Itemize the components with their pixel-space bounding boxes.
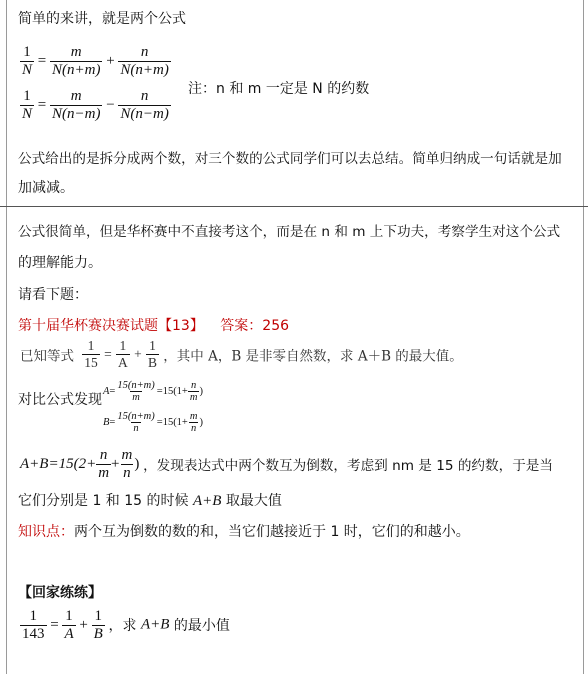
compare-label: 对比公式发现 <box>18 392 102 408</box>
formula-1 <box>20 44 171 79</box>
conclusion-post: 取最大值 <box>225 493 282 509</box>
denominator: A <box>118 355 128 370</box>
close-paren: ) <box>199 386 203 397</box>
numerator: m <box>70 88 82 104</box>
paragraph-line-2: 加减减。 <box>18 180 74 196</box>
homework-problem <box>20 608 230 643</box>
intro-text: 简单的来讲，就是两个公式 <box>18 11 186 27</box>
plus-sign: + <box>79 617 88 633</box>
formula-a-rhs: 15(1+ <box>162 386 188 397</box>
numerator: n <box>99 447 108 463</box>
problem-fraction-a <box>116 338 130 371</box>
formula-1-term-1 <box>50 44 102 79</box>
close-paren: ) <box>134 456 140 472</box>
problem-statement <box>20 338 463 371</box>
denominator: B <box>93 626 103 642</box>
formula-b-inner-fraction <box>188 411 200 434</box>
page-edge-left <box>6 0 7 674</box>
homework-title: 【回家练练】 <box>18 585 102 601</box>
problem-fraction-15 <box>82 338 100 371</box>
numerator: m <box>121 447 133 463</box>
denominator: n <box>123 465 131 481</box>
homework-text-post: 的最小值 <box>173 617 230 634</box>
numerator: 1 <box>23 44 31 60</box>
homework-fraction-b <box>92 608 105 643</box>
homework-fraction-a <box>62 608 75 643</box>
problem-source: 第十届华杯赛决赛试题【13】 <box>18 318 204 334</box>
conclusion-line <box>18 490 282 510</box>
denominator: N(n−m) <box>51 106 101 122</box>
equals-sign: = <box>104 346 112 362</box>
problem-fraction-b <box>146 338 159 371</box>
denominator: n <box>191 423 197 434</box>
numerator: 1 <box>29 608 37 624</box>
formula-1-term-2 <box>118 44 170 79</box>
formula-b-fraction <box>115 411 156 434</box>
sum-explanation: ，发现表达式中两个数互为倒数，考虑到 nm 是 15 的约数，于是当 <box>143 457 553 474</box>
sum-formula-line <box>20 447 553 482</box>
homework-fraction-143 <box>20 608 47 643</box>
numerator: n <box>140 88 149 104</box>
knowledge-point <box>18 521 470 541</box>
denominator: 143 <box>22 626 45 642</box>
equals-sign: = <box>37 96 47 113</box>
denominator: N(n+m) <box>51 62 101 78</box>
formula-2 <box>20 88 171 123</box>
numerator: 1 <box>87 338 95 353</box>
numerator: 1 <box>65 608 73 624</box>
operator: + <box>106 52 115 69</box>
problem-prefix: 已知等式 <box>20 348 74 365</box>
denominator: m <box>98 465 110 481</box>
formula-b-rhs: 15(1+ <box>162 417 188 428</box>
denominator: n <box>133 423 139 434</box>
conclusion-pre: 它们分别是 1 和 15 的时候 <box>18 493 189 509</box>
formula-2-term-1 <box>50 88 102 123</box>
page-break <box>0 206 588 207</box>
homework-text-pre: ，求 <box>108 617 137 634</box>
sum-fraction-2 <box>120 447 135 482</box>
numerator: 1 <box>149 338 156 353</box>
denominator: A <box>64 626 74 642</box>
problem-suffix: ，其中 A，B 是非零自然数，求 A＋B 的最大值。 <box>163 348 463 365</box>
denominator: m <box>189 392 198 403</box>
page-edge-right <box>583 0 584 674</box>
sum-lhs: A+B=15(2+ <box>20 456 97 472</box>
paragraph-line-1: 公式给出的是拆分成两个数，对三个数的公式同学们可以去总结。简单归纳成一句话就是加 <box>18 151 562 167</box>
operator: − <box>106 96 115 113</box>
numerator: n <box>191 380 197 391</box>
denominator: N <box>22 106 33 122</box>
numerator: m <box>189 411 198 422</box>
denominator: N(n−m) <box>120 106 169 122</box>
equals-sign: = <box>109 386 116 397</box>
homework-formula <box>20 608 109 642</box>
denominator: m <box>132 392 140 403</box>
numerator: 15(n+m) <box>117 380 155 391</box>
formula-b <box>103 411 203 434</box>
knowledge-label: 知识点： <box>18 524 74 540</box>
section2-intro-line-2: 的理解能力。 <box>18 255 102 271</box>
formula-2-term-2 <box>118 88 170 123</box>
plus-sign: + <box>134 346 142 362</box>
var-b: B <box>103 417 110 428</box>
numerator: n <box>140 44 149 60</box>
numerator: 1 <box>119 338 127 353</box>
plus-sign: + <box>111 456 120 472</box>
denominator: B <box>147 355 157 370</box>
formula-a <box>103 380 203 403</box>
sum-formula <box>20 447 143 481</box>
formula-a-fraction <box>115 380 156 403</box>
homework-math: A+B <box>140 616 170 633</box>
equals-sign: = <box>109 417 116 428</box>
equals-sign: = <box>156 386 163 397</box>
denominator: 15 <box>84 355 98 370</box>
numerator: m <box>70 44 82 60</box>
formula-a-inner-fraction <box>188 380 200 403</box>
conclusion-math: A+B <box>192 493 222 509</box>
denominator: N(n+m) <box>120 62 169 78</box>
formula-2-lhs <box>20 88 34 123</box>
prompt-text: 请看下题： <box>18 287 88 303</box>
formula-1-lhs <box>20 44 34 79</box>
var-a: A <box>103 386 110 397</box>
problem-answer: 答案：256 <box>220 318 290 334</box>
numerator: 1 <box>94 608 102 624</box>
numerator: 15(n+m) <box>117 411 155 422</box>
equals-sign: = <box>50 617 59 633</box>
denominator: N <box>22 62 33 78</box>
formula-note: 注：n 和 m 一定是 N 的约数 <box>188 81 370 97</box>
sum-fraction-1 <box>96 447 111 482</box>
equals-sign: = <box>156 417 163 428</box>
numerator: 1 <box>23 88 31 104</box>
problem-title <box>18 315 289 335</box>
section2-intro-line-1: 公式很简单，但是华杯赛中不直接考这个，而是在 n 和 m 上下功夫，考察学生对这个公式 <box>18 224 561 240</box>
equals-sign: = <box>37 52 47 69</box>
knowledge-text: 两个互为倒数的数的和，当它们越接近于 1 时，它们的和越小。 <box>74 524 470 540</box>
close-paren: ) <box>199 417 203 428</box>
